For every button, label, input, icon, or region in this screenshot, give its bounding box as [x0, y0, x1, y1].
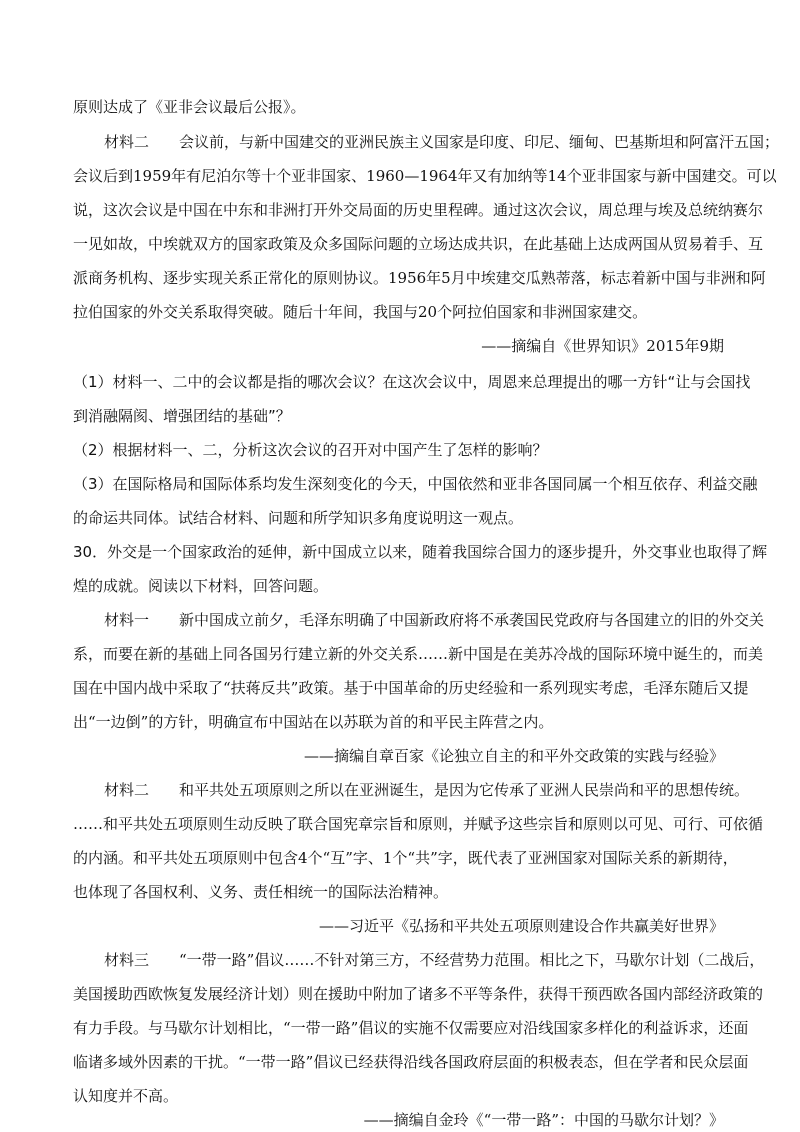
question-2: （2）根据材料一、二，分析这次会议的召开对中国产生了怎样的影响？	[73, 441, 548, 459]
question-3-line: （3）在国际格局和国际体系均发生深刻变化的今天，中国依然和亚非各国同属一个相互依存、利益交融	[73, 475, 758, 493]
question-30-stem-line: 30．外交是一个国家政治的延伸，新中国成立以来，随着我国综合国力的逐步提升，外交事业也取得了辉	[73, 543, 768, 561]
question-1-line: （1）材料一、二中的会议都是指的哪次会议？在这次会议中，周恩来总理提出的哪一方针“让与会国找	[73, 373, 751, 391]
material-three-heading-line: 材料三 “一带一路”倡议……不针对第三方，不经营势力范围。相比之下，马歇尔计划（二战后，	[104, 951, 765, 969]
text-line: 系，而要在新的基础上同各国另行建立新的外交关系……新中国是在美苏冷战的国际环境中诞生的，而美	[73, 645, 764, 663]
text-line: 原则达成了《亚非会议最后公报》。	[73, 98, 306, 116]
text-line: 的内涵。和平共处五项原则中包含4个“互”字、1个“共”字，既代表了亚洲国家对国际关系的新期待，	[73, 849, 738, 867]
material-two-heading-line: 材料二 会议前，与新中国建交的亚洲民族主义国家是印度、印尼、缅甸、巴基斯坦和阿富汗五国；	[104, 133, 780, 151]
text-line: 出“一边倒”的方针，明确宣布中国站在以苏联为首的和平民主阵营之内。	[73, 713, 554, 731]
material-two-heading-line: 材料二 和平共处五项原则之所以在亚洲诞生，是因为它传承了亚洲人民崇尚和平的思想传统。	[104, 781, 750, 799]
text-line: 美国援助西欧恢复发展经济计划）则在援助中附加了诸多不平等条件，获得干预西欧各国内部经济政策的	[73, 985, 764, 1003]
question-3-line: 的命运共同体。试结合材料、问题和所学知识多角度说明这一观点。	[73, 509, 524, 527]
text-line: 派商务机构、逐步实现关系正常化的原则协议。1956年5月中埃建交瓜熟蒂落，标志着新中国与非洲和阿	[73, 269, 766, 287]
text-line: 说，这次会议是中国在中东和非洲打开外交局面的历史里程碑。通过这次会议，周总理与埃及总统纳赛尔	[73, 201, 764, 219]
source-citation: ——摘编自章百家《论独立自主的和平外交政策的实践与经验》	[303, 747, 724, 765]
question-1-line: 到消融隔阂、增强团结的基础”？	[73, 407, 291, 425]
text-line: 认知度并不高。	[73, 1087, 179, 1105]
material-one-heading-line: 材料一 新中国成立前夕，毛泽东明确了中国新政府将不承袭国民党政府与各国建立的旧的外交关	[104, 611, 765, 629]
text-line: 也体现了各国权利、义务、责任相统一的国际法治精神。	[73, 883, 449, 901]
question-30-stem-line: 煌的成就。阅读以下材料，回答问题。	[73, 577, 329, 595]
source-citation: ——习近平《弘扬和平共处五项原则建设合作共赢美好世界》	[318, 917, 724, 935]
source-citation: ——摘编自《世界知识》2015年9期	[481, 337, 724, 355]
text-line: 拉伯国家的外交关系取得突破。随后十年间，我国与20个阿拉伯国家和非洲国家建交。	[73, 303, 648, 321]
text-line: 国在中国内战中采取了“扶蒋反共”政策。基于中国革命的历史经验和一系列现实考虑，毛泽东随后又提	[73, 679, 749, 697]
text-line: 临诸多域外因素的干扰。“一带一路”倡议已经获得沿线各国政府层面的积极表态，但在学者和民众层面	[73, 1053, 749, 1071]
text-line: 一见如故，中埃就双方的国家政策及众多国际问题的立场达成共识，在此基础上达成两国从贸易着手、互	[73, 235, 764, 253]
text-line: ……和平共处五项原则生动反映了联合国宪章宗旨和原则，并赋予这些宗旨和原则以可见、可行、可依循	[73, 815, 764, 833]
text-line: 有力手段。与马歇尔计划相比，“一带一路”倡议的实施不仅需要应对沿线国家多样化的利益诉求，还面	[73, 1019, 749, 1037]
source-citation: ——摘编自金玲《“一带一路”：中国的马歇尔计划？》	[363, 1111, 724, 1129]
text-line: 会议后到1959年有尼泊尔等十个亚非国家、1960—1964年又有加纳等14个亚非国家与新中国建交。可以	[73, 167, 777, 185]
